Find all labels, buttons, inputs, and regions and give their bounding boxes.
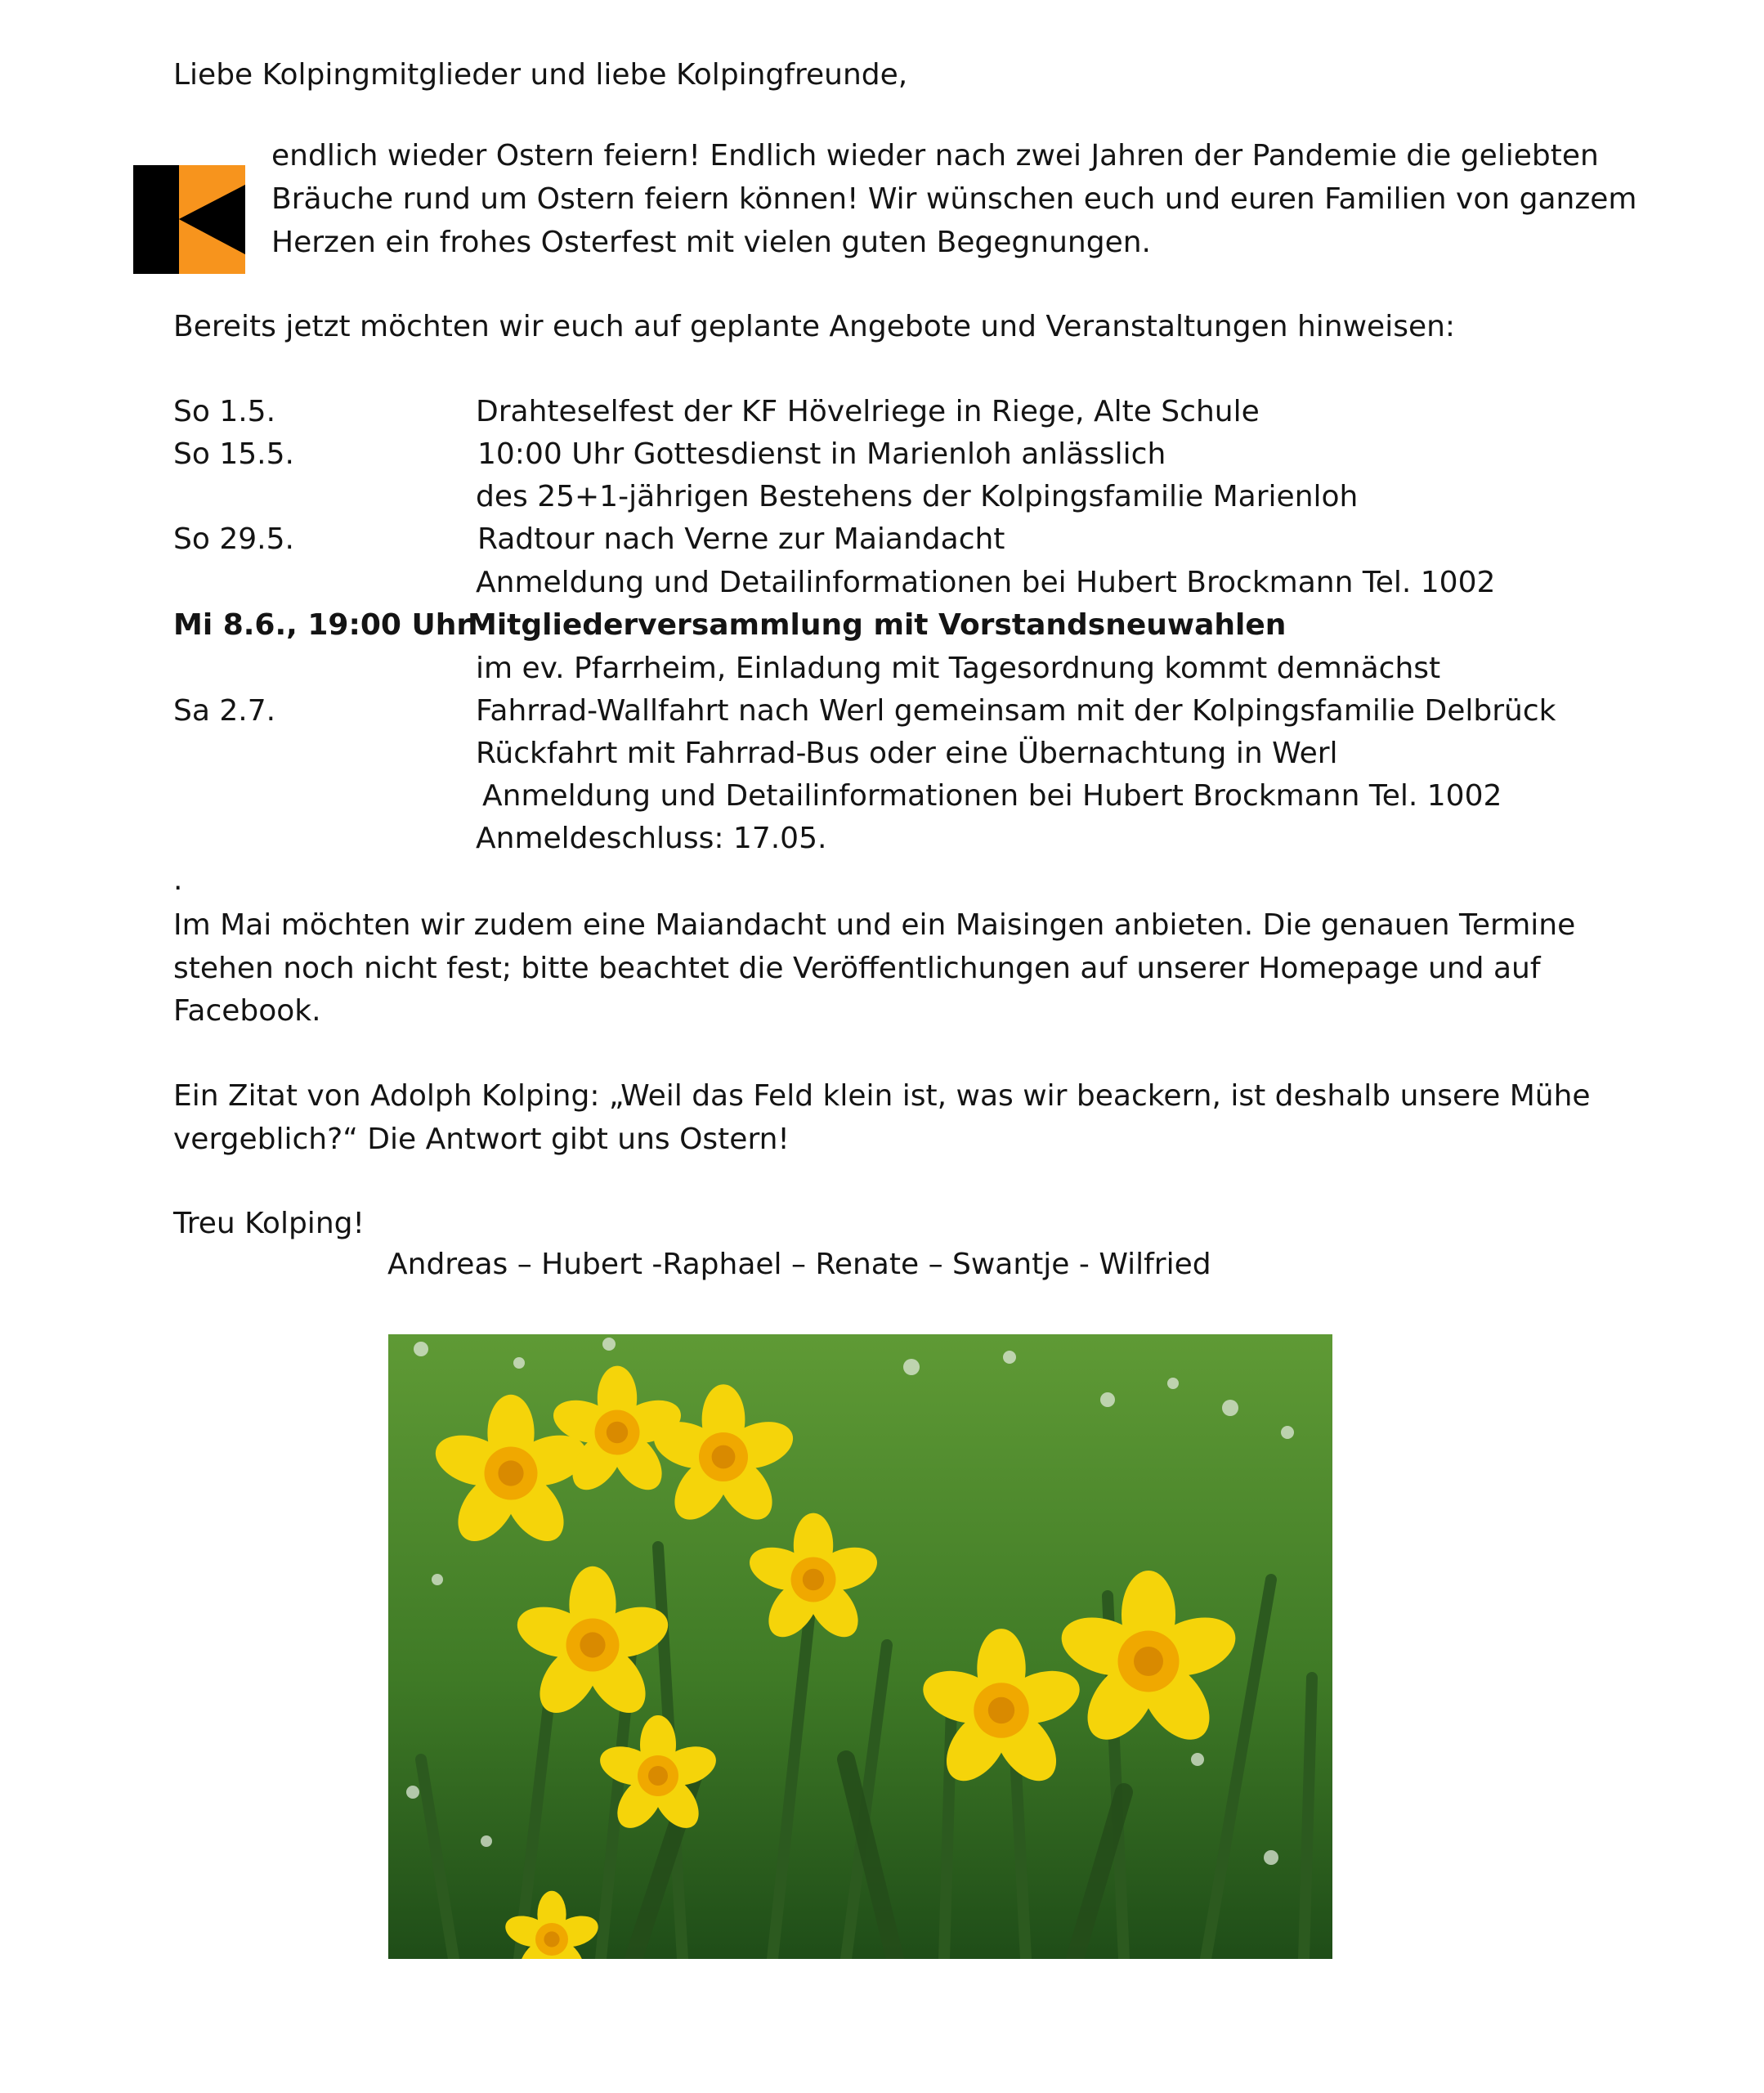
event-date: So 15.5. <box>173 437 294 471</box>
events-intro: Bereits jetzt möchten wir euch auf geplante Angebote und Veranstaltungen hinweisen: <box>173 310 1456 343</box>
may-paragraph-line: Facebook. <box>173 994 321 1028</box>
event-description: im ev. Pfarrheim, Einladung mit Tagesordnung kommt demnächst <box>476 652 1441 685</box>
intro-line: Herzen ein frohes Osterfest mit vielen guten Begegnungen. <box>271 226 1151 259</box>
intro-line: Bräuche rund um Ostern feiern können! Wir wünschen euch und euren Familien von ganzem <box>271 182 1637 216</box>
may-paragraph-line: stehen noch nicht fest; bitte beachtet die Veröffentlichungen auf unserer Homepage und auf <box>173 952 1541 985</box>
event-description: Mitgliederversammlung mit Vorstandsneuwahlen <box>468 608 1287 642</box>
event-description: Radtour nach Verne zur Maiandacht <box>477 522 1005 556</box>
signatures: Andreas – Hubert -Raphael – Renate – Swantje - Wilfried <box>387 1248 1211 1281</box>
kolping-logo-icon <box>133 165 245 274</box>
event-description: Anmeldeschluss: 17.05. <box>476 822 827 855</box>
event-description: des 25+1-jährigen Bestehens der Kolpingsfamilie Marienloh <box>476 480 1359 513</box>
event-description: Anmeldung und Detailinformationen bei Hubert Brockmann Tel. 1002 <box>476 566 1496 599</box>
event-date: So 29.5. <box>173 522 294 556</box>
quote-line: vergeblich?“ Die Antwort gibt uns Ostern! <box>173 1123 790 1156</box>
daffodils-photo <box>388 1334 1332 1959</box>
event-date: So 1.5. <box>173 395 276 428</box>
closing: Treu Kolping! <box>173 1207 365 1240</box>
separator-dot: . <box>173 863 183 897</box>
event-description: Fahrrad-Wallfahrt nach Werl gemeinsam mit der Kolpingsfamilie Delbrück <box>476 694 1556 728</box>
event-description: Rückfahrt mit Fahrrad-Bus oder eine Übernachtung in Werl <box>476 737 1338 770</box>
intro-line: endlich wieder Ostern feiern! Endlich wieder nach zwei Jahren der Pandemie die geliebten <box>271 139 1599 173</box>
event-description: Anmeldung und Detailinformationen bei Hubert Brockmann Tel. 1002 <box>482 779 1502 813</box>
may-paragraph-line: Im Mai möchten wir zudem eine Maiandacht und ein Maisingen anbieten. Die genauen Termine <box>173 908 1576 942</box>
event-description: 10:00 Uhr Gottesdienst in Marienloh anlässlich <box>477 437 1166 471</box>
event-date: Sa 2.7. <box>173 694 276 728</box>
event-description: Drahteselfest der KF Hövelriege in Riege, Alte Schule <box>476 395 1260 428</box>
greeting: Liebe Kolpingmitglieder und liebe Kolpingfreunde, <box>173 58 908 92</box>
event-date: Mi 8.6., 19:00 Uhr <box>173 608 472 642</box>
quote-line: Ein Zitat von Adolph Kolping: „Weil das Feld klein ist, was wir beackern, ist deshalb unsere Mühe <box>173 1079 1591 1113</box>
